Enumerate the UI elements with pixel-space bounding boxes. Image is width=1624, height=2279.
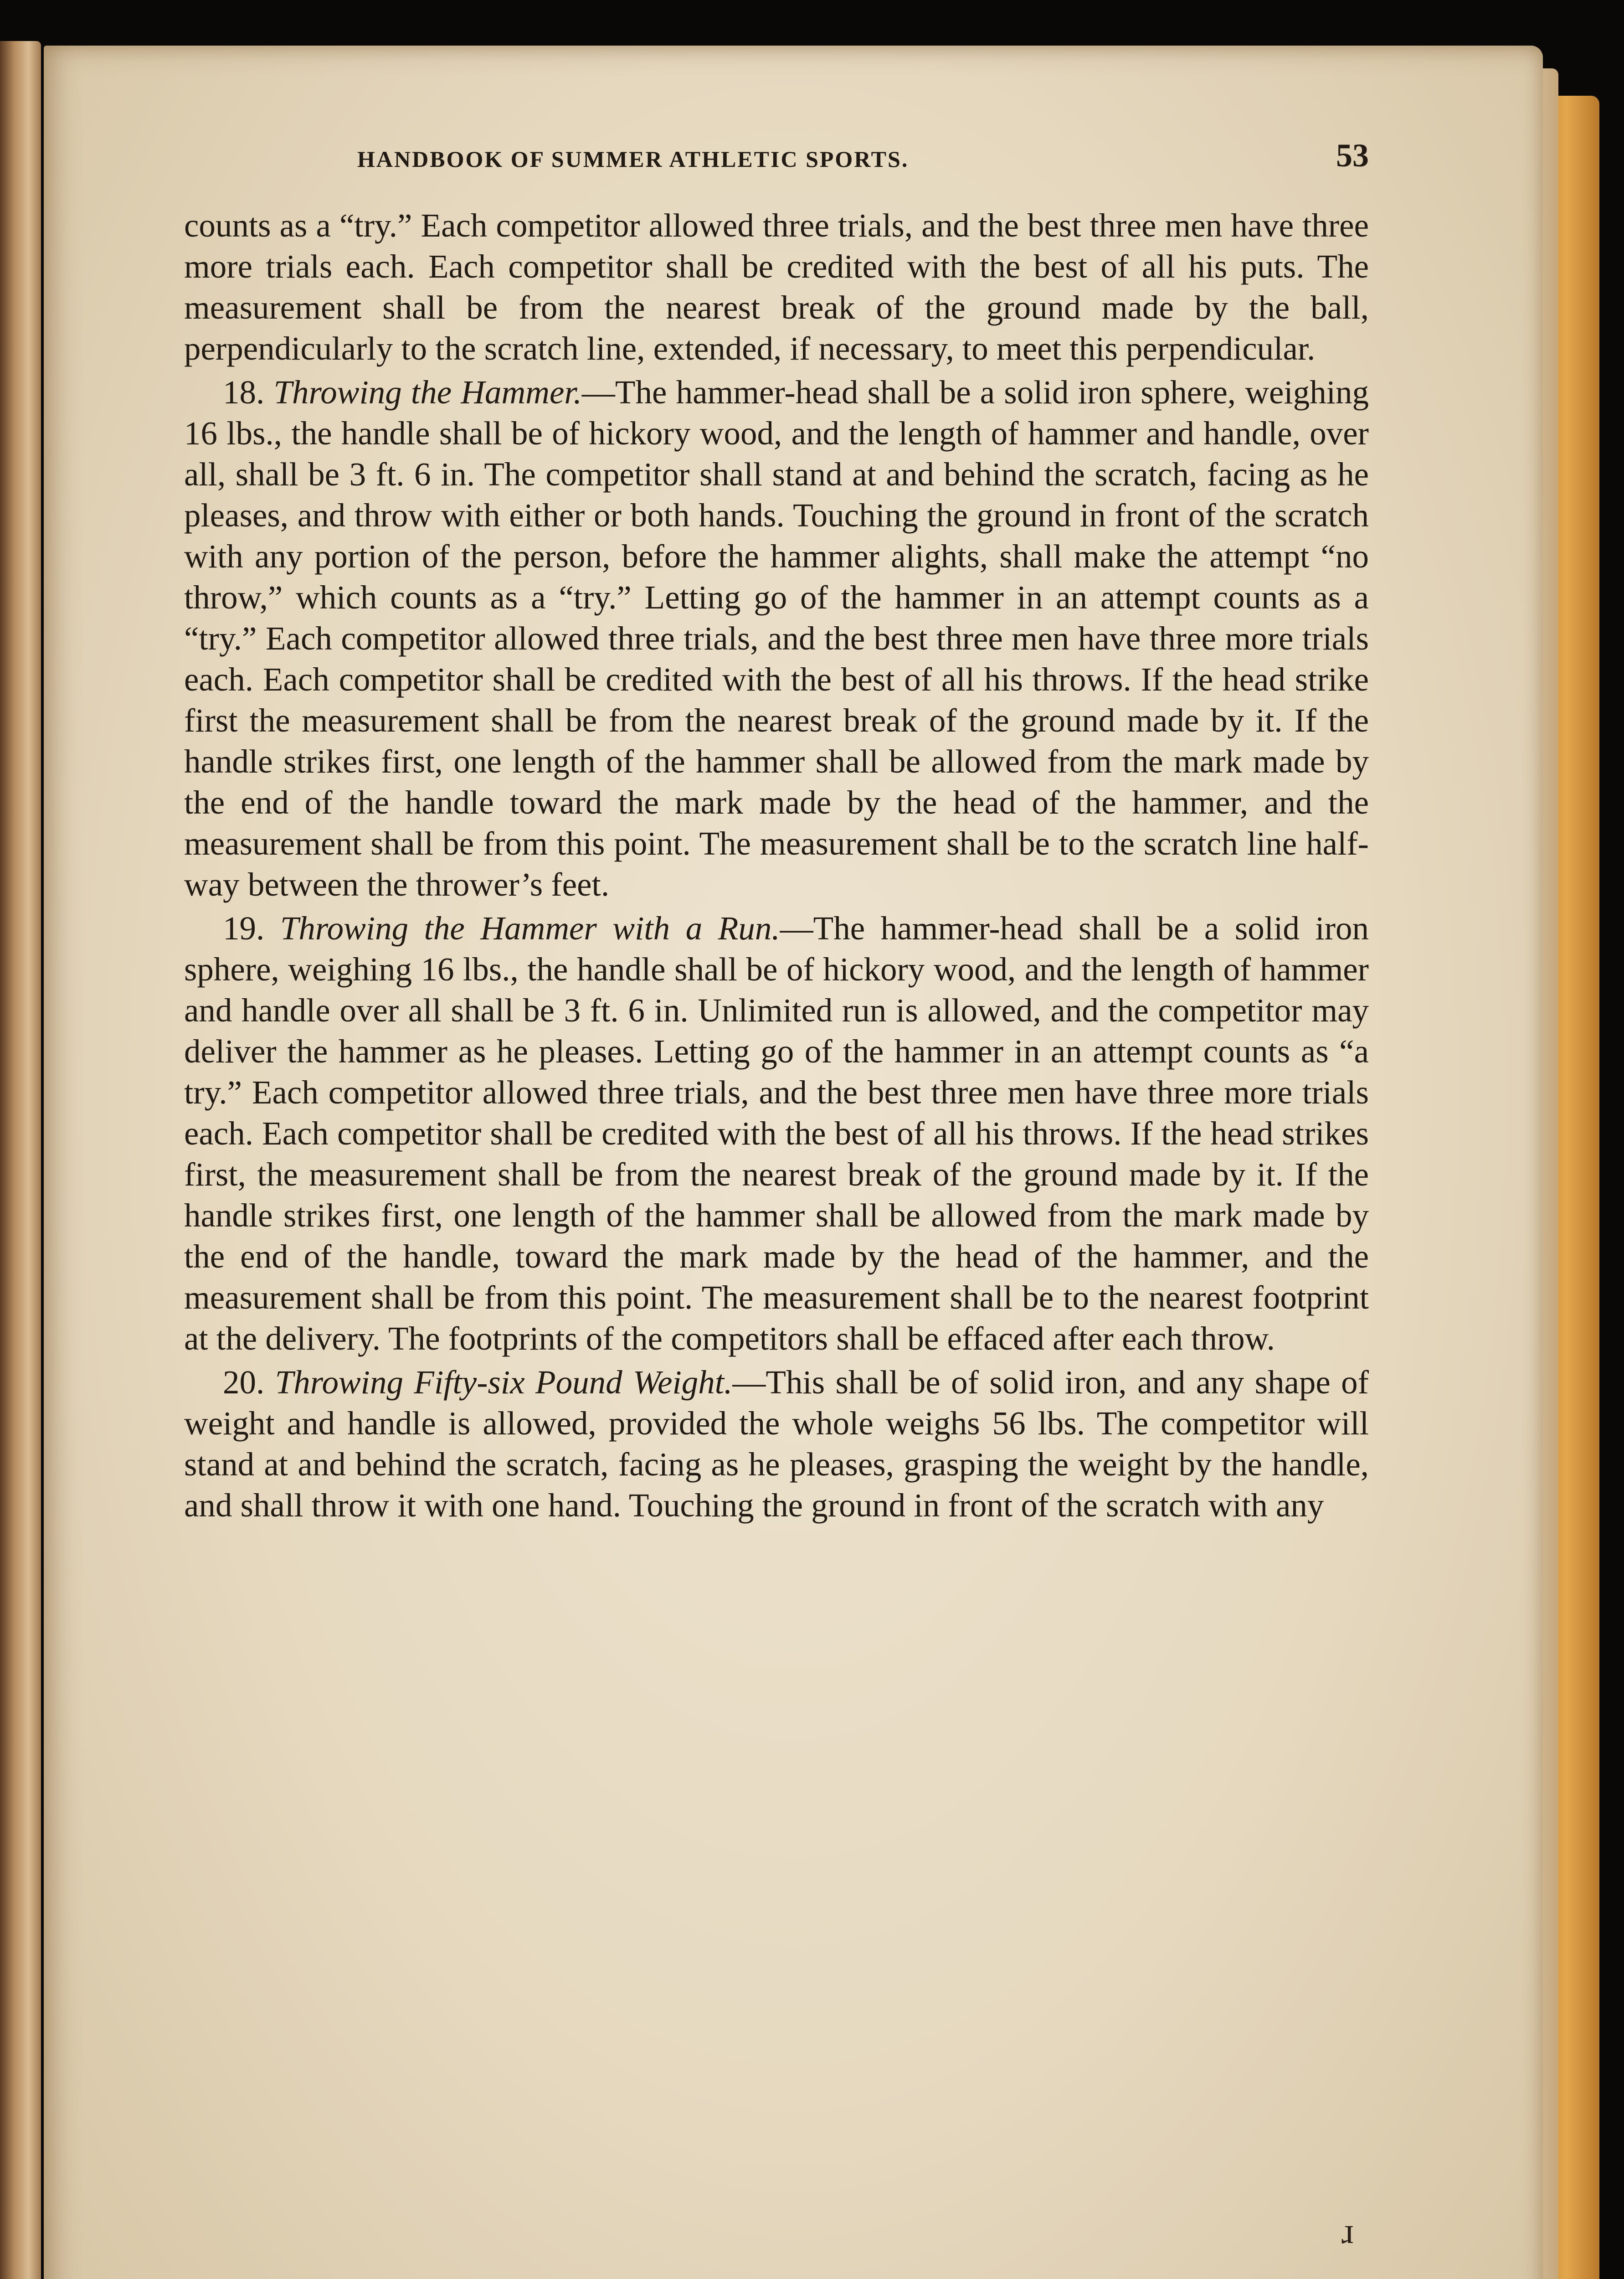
paragraph-continuation: [184, 205, 1369, 369]
paragraph-section-20: [184, 1362, 1369, 1526]
paragraph-text: —The hammer-head shall be a solid iron sphere, weighing 16 lbs., the handle shall be of hickory wood, and the length of hammer and handle over all shall be 3 ft. 6 in. Unlimited run is allowed, and the competitor may deliver the hammer as he pleases. Letting go of the hammer in an attempt counts as “a try.” Each competitor allowed three trials, and the best three men have three more trials each. Each competitor shall be credited with the best of all his throws. If the head strikes first, the measurement shall be from the nearest break of the ground made by it. If the handle strikes first, one length of the hammer shall be allowed from the mark made by the end of the handle, toward the mark made by the head of the hammer, and the measurement shall be from this point. The measurement shall be to the nearest footprint at the delivery. The footprints of the competitors shall be effaced after each throw.: [184, 910, 1369, 1357]
opposite-page-edge: [0, 41, 41, 2279]
paragraph-text: —The hammer-head shall be a solid iron sphere, weighing 16 lbs., the handle shall be of hickory wood, and the length of hammer and handle, over all, shall be 3 ft. 6 in. The competitor shall stand at and behind the scratch, facing as he pleases, and throw with either or both hands. Touching the ground in front of the scratch with any portion of the person, before the hammer alights, shall make the attempt “no throw,” which counts as a “try.” Letting go of the hammer in an attempt counts as a “try.” Each competitor allowed three trials, and the best three men have three more trials each. Each competitor shall be credited with the best of all his throws. If the head strike first the measurement shall be from the nearest break of the ground made by it. If the handle strikes first, one length of the hammer shall be allowed from the mark made by the end of the handle toward the mark made by the head of the hammer, and the measurement shall be from this point. The measurement shall be to the scratch line half-way between the thrower’s feet.: [184, 374, 1369, 903]
paragraph-section-18: [184, 372, 1369, 905]
running-title: HANDBOOK OF SUMMER ATHLETIC SPORTS.: [357, 146, 909, 172]
section-title: Throwing the Hammer with a Run.: [280, 910, 780, 947]
book-page: [44, 46, 1543, 2279]
paragraph-text: —This shall be of solid iron, and any shape of weight and handle is allowed, provided the whole weighs 56 lbs. The competitor will stand at and behind the scratch, facing as he pleases, grasping the weight by the handle, and shall throw it with one hand. Touching the ground in front of the scratch with any: [184, 1364, 1369, 1524]
running-head: [184, 137, 1369, 205]
section-number: 18.: [223, 374, 265, 411]
section-number: 20.: [223, 1364, 265, 1401]
section-title: Throwing the Hammer.: [273, 374, 582, 411]
page-content: [184, 137, 1369, 2251]
page-number: 53: [1336, 137, 1369, 174]
section-number: 19.: [223, 910, 265, 947]
paragraph-text: counts as a “try.” Each competitor allowed three trials, and the best three men have three more trials each. Each competitor shall be credited with the best of all his puts. The measurement shall be from the nearest break of the ground made by the ball, perpendicularly to the scratch line, extended, if necessary, to meet this perpendicular.: [184, 207, 1369, 367]
paragraph-section-19: [184, 908, 1369, 1359]
bottom-printer-mark: ɹ: [1341, 2211, 1354, 2251]
section-title: Throwing Fifty-six Pound Weight.: [275, 1364, 733, 1401]
